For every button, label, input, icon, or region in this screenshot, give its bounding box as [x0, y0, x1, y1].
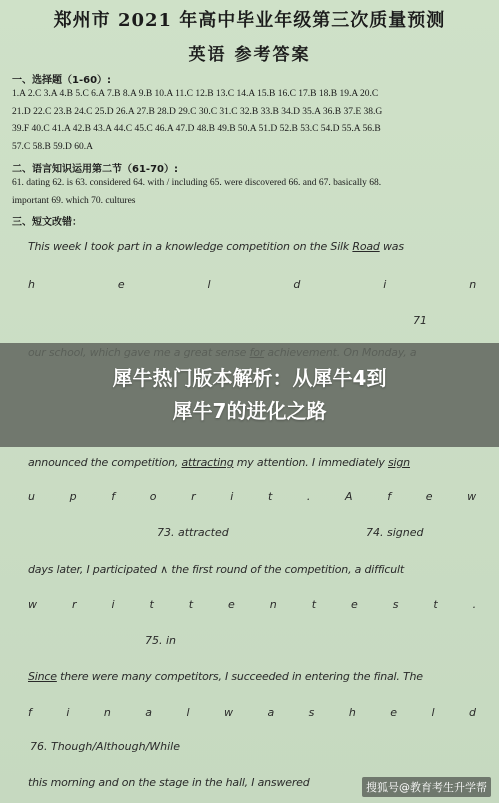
letter: a	[145, 706, 152, 719]
letter: l	[207, 278, 211, 291]
letter: e	[350, 598, 358, 611]
letter: t	[149, 598, 154, 611]
handwritten-line-6: days later, I participated ∧ the first round of the competition, a difficult	[28, 563, 404, 576]
title-banner	[0, 343, 499, 447]
handwritten-line-8	[28, 670, 476, 683]
underlined-word: sign	[388, 456, 410, 469]
letter: e	[228, 598, 235, 611]
section-1-answers	[12, 86, 492, 156]
watermark: 搜狐号@教育考生升学帮	[362, 777, 491, 797]
letter: s	[392, 598, 399, 611]
letter: i	[383, 278, 387, 291]
underlined-word: Road	[352, 240, 380, 253]
letter: d	[293, 278, 301, 291]
letter: e	[117, 278, 125, 291]
correction-73: 73. attracted	[157, 526, 229, 539]
letter: t	[267, 490, 273, 503]
banner-title: 犀牛热门版本解析：从犀牛4到 犀牛7的进化之路	[112, 366, 387, 423]
letter: i	[230, 490, 234, 503]
handwritten-line-10: this morning and on the stage in the hall, I answered	[28, 776, 310, 789]
answer-line: 57.C 58.B 59.D 60.A	[12, 141, 94, 152]
letter: .	[306, 490, 311, 503]
letter: f	[28, 706, 32, 719]
section-2-answers	[12, 175, 492, 210]
letter: r	[71, 598, 77, 611]
letter: w	[467, 490, 476, 503]
underlined-word: attracting	[181, 456, 234, 469]
correction-76: 76. Though/Although/While	[30, 740, 180, 753]
handwritten-line-2	[28, 278, 476, 291]
letter: e	[390, 706, 397, 719]
page-subtitle: 英语 参考答案	[188, 45, 311, 65]
handwritten-line-7	[28, 598, 476, 611]
answer-line: 39.F 40.C 41.A 42.B 43.A 44.C 45.C 46.A 47.D 48.B 49.B 50.A 51.D 52.B 53.C 54.D 55.A 56.B	[12, 124, 381, 134]
letter: w	[224, 706, 233, 719]
answer-line: 21.D 22.C 23.B 24.C 25.D 26.A 27.B 28.D 29.C 30.C 31.C 32.B 33.B 34.D 35.A 36.B 37.E 38.G	[12, 106, 383, 117]
letter: A	[345, 490, 353, 503]
page-title: 郑州市 2021 年高中毕业年级第三次质量预测	[53, 10, 446, 31]
letter: h	[28, 278, 35, 291]
answer-line: 61. dating 62. is 63. considered 64. with / including 65. were discovered 66. and 67. basically 68.	[12, 178, 382, 188]
letter: o	[149, 490, 157, 503]
handwritten-line-5	[28, 490, 476, 503]
text-span: announced the competition,	[28, 456, 182, 469]
text-span: there were many competitors, I succeeded in entering the final. The	[56, 670, 423, 683]
underlined-word: Since	[28, 670, 57, 683]
handwritten-line-1	[28, 240, 476, 253]
handwritten-line-9	[28, 706, 476, 719]
letter: n	[103, 706, 111, 719]
correction-74: 74. signed	[366, 526, 424, 539]
letter: u	[28, 490, 35, 503]
letter: i	[111, 598, 115, 611]
section-3-heading: 三、短文改错：	[12, 217, 82, 228]
letter: r	[191, 490, 196, 503]
letter: s	[308, 706, 315, 719]
text-span: was	[379, 240, 404, 253]
letter: l	[186, 706, 190, 719]
letter: f	[387, 490, 391, 503]
answer-line: important 69. which 70. cultures	[12, 195, 136, 206]
text-span: my attention. I immediately	[233, 456, 389, 469]
answer-line: 1.A 2.C 3.A 4.B 5.C 6.A 7.B 8.A 9.B 10.A 11.C 12.B 13.C 14.A 15.B 16.C 17.B 18.B 19.A 20.C	[12, 89, 379, 99]
section-2-heading: 二、语言知识运用第二节（61-70）:	[12, 164, 178, 175]
handwritten-line-4	[28, 456, 476, 469]
letter: .	[472, 598, 476, 611]
correction-71: 71	[413, 314, 427, 327]
letter: e	[425, 490, 433, 503]
letter: i	[66, 706, 70, 719]
letter: l	[431, 706, 435, 719]
correction-75: 75. in	[145, 634, 177, 647]
text-span: This week I took part in a knowledge competition on the Silk	[28, 240, 353, 253]
letter: w	[28, 598, 37, 611]
letter: p	[69, 490, 77, 503]
letter: n	[269, 598, 277, 611]
letter: t	[188, 598, 193, 611]
letter: d	[469, 706, 476, 719]
letter: n	[469, 278, 476, 291]
section-1-heading: 一、选择题（1-60）:	[12, 75, 112, 86]
letter: t	[311, 598, 316, 611]
letter: t	[433, 598, 438, 611]
letter: h	[348, 706, 356, 719]
letter: a	[267, 706, 275, 719]
letter: f	[111, 490, 115, 503]
